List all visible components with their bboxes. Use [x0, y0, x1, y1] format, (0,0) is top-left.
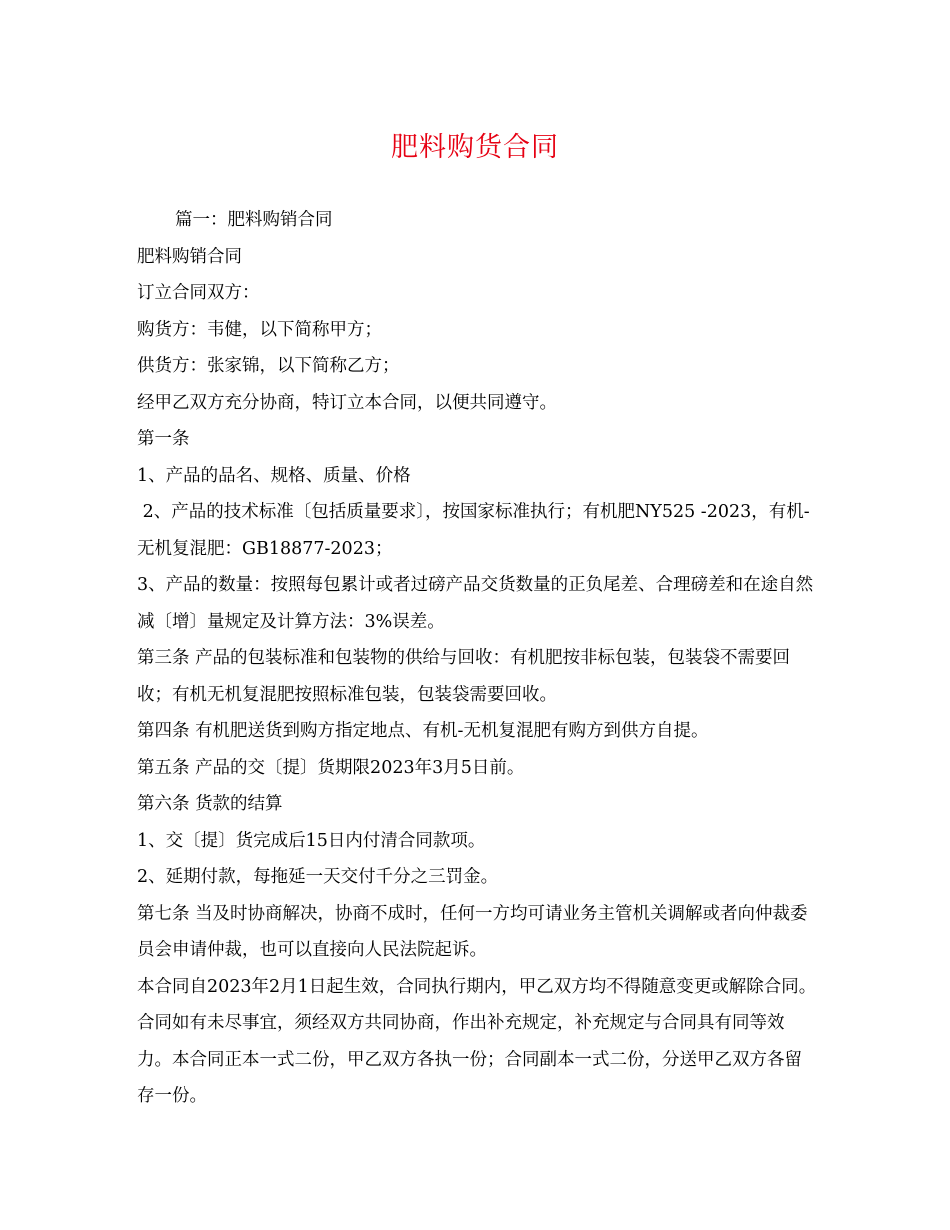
article-1-item-2: 2、产品的技术标准〔包括质量要求〕，按国家标准执行；有机肥NY525 -2023，有机-无机复混肥：GB18877-2023； — [137, 502, 810, 559]
article-6-item-2: 2、延期付款，每拖延一天交付千分之三罚金。 — [137, 867, 499, 887]
article-4: 第四条 有机肥送货到购方指定地点、有机-无机复混肥有购方到供方自提。 — [137, 721, 709, 741]
article-1-item-3: 3、产品的数量：按照每包累计或者过磅产品交货数量的正负尾差、合理磅差和在途自然减〔增〕量规定及计算方法：3%误差。 — [137, 575, 814, 632]
article-6-heading: 第六条 货款的结算 — [137, 794, 283, 814]
closing-clause: 本合同自2023年2月1日起生效，合同执行期内，甲乙双方均不得随意变更或解除合同。合同如有未尽事宜，须经双方共同协商，作出补充规定，补充规定与合同具有同等效力。本合同正本一式二份，甲乙双方各执一份；合同副本一式二份，分送甲乙双方各留存一份。 — [137, 976, 817, 1106]
supplier-line: 供货方：张家锦，以下简称乙方； — [137, 356, 400, 376]
contract-name: 肥料购销合同 — [137, 246, 242, 267]
article-1-heading: 第一条 — [137, 429, 190, 449]
article-3: 第三条 产品的包装标准和包装物的供给与回收：有机肥按非标包装，包装袋不需要回收；有机无机复混肥按照标准包装，包装袋需要回收。 — [137, 648, 791, 705]
buyer-line: 购货方：韦健，以下简称甲方； — [137, 319, 382, 340]
article-6-item-1: 1、交〔提〕货完成后15日内付清合同款项。 — [137, 830, 486, 851]
document-body — [137, 202, 817, 1115]
document-title: 肥料购货合同 — [391, 132, 559, 163]
parties-heading: 订立合同双方： — [137, 283, 260, 303]
agreement-line: 经甲乙双方充分协商，特订立本合同，以便共同遵守。 — [137, 392, 557, 413]
article-7: 第七条 当及时协商解决，协商不成时，任何一方均可请业务主管机关调解或者向仲裁委员会申请仲裁，也可以直接向人民法院起诉。 — [137, 903, 808, 960]
article-1-item-1: 1、产品的品名、规格、质量、价格 — [137, 465, 411, 486]
article-5: 第五条 产品的交〔提〕货期限2023年3月5日前。 — [137, 757, 525, 778]
section-heading: 篇一：肥料购销合同 — [175, 210, 333, 230]
